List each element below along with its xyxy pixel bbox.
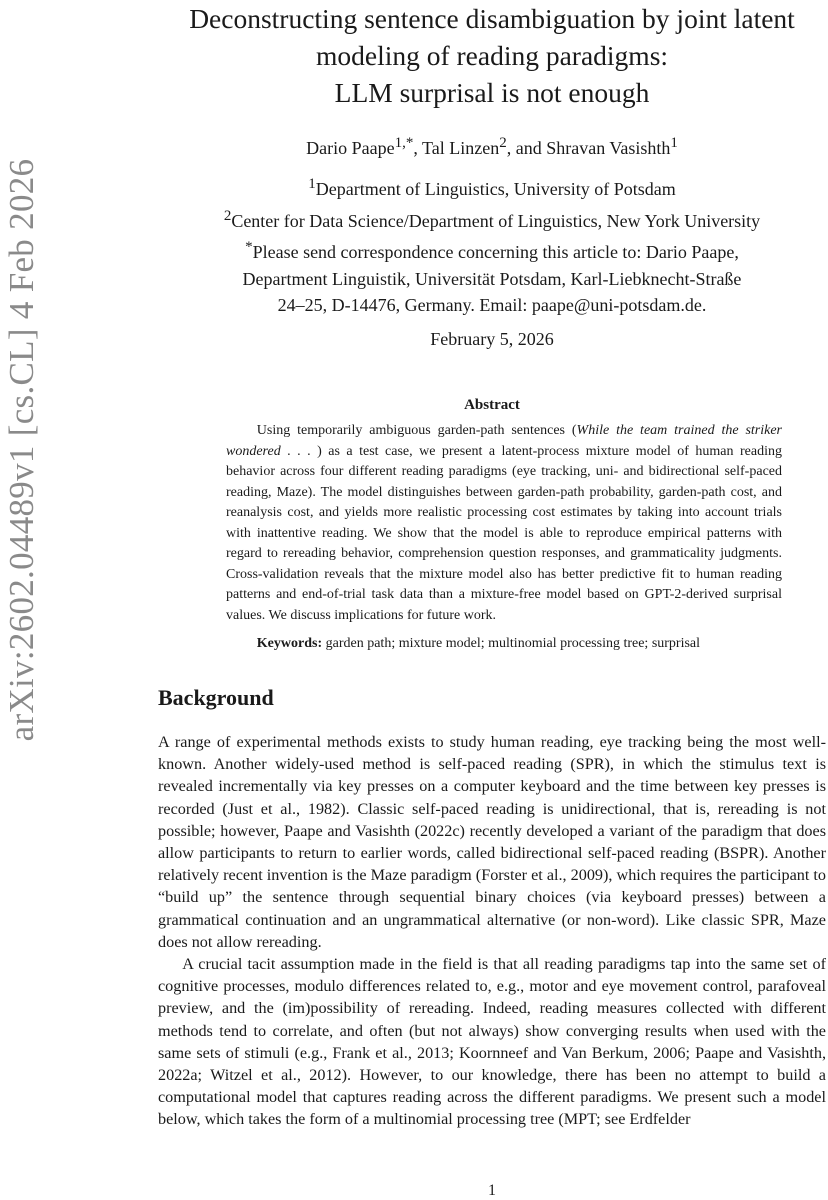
abstract-text: ) as a test case, we present a latent-process mixture model of human reading behavior across four different reading paradigms (eye tracking, uni- and bidirectional self-paced reading, Maze). The model distinguishes between garden-path probability, garden-path cost, and reanalysis cost, and yields more realistic processing cost estimates by taking into account trials with inattentive reading. We show that the model is able to reproduce empirical patterns with regard to rereading behavior, comprehension question responses, and grammaticality judgments. Cross-validation reveals that the mixture model also has better predictive fit to human reading patterns and end-of-trial task data than a mixture-free model based on GPT-2-derived surprisal values. We discuss implications for future work. [226,443,782,623]
correspondence-text: Department Linguistik, Universität Potsdam, Karl-Liebknecht-Straße [242,268,742,289]
arxiv-identifier: arXiv:2602.04489v1 [cs.CL] 4 Feb 2026 [2,158,41,742]
title-line-2: modeling of reading paradigms: [315,40,669,71]
arxiv-stamp [0,0,44,1200]
affiliation-line [158,203,826,235]
keywords-text: garden path; mixture model; multinomial processing tree; surprisal [322,636,701,651]
publication-date: February 5, 2026 [430,329,554,349]
title-line-1: Deconstructing sentence disambiguation by joint latent [189,3,795,34]
keywords [226,634,782,654]
page-number: 1 [488,1182,496,1199]
correspondence-line [158,266,826,293]
affiliation-line [158,171,826,203]
author-separator: , [413,138,423,158]
abstract-heading: Abstract [464,397,520,413]
author-name: Shravan Vasishth [546,138,671,158]
correspondence-line [158,234,826,266]
body-paragraph: A crucial tacit assumption made in the field is that all reading paradigms tap into the same set of cognitive processes, modulo differences related to, e.g., motor and eye movement control, parafoveal preview, and the (im)possibility of rereading. Indeed, reading measures collected with different methods tend to correlate, and often (but not always) show converging results when used with the same sets of stimuli (e.g., Frank et al., 2013; Koornneef and Van Berkum, 2006; Paape and Vasishth, 2022a; Witzel et al., 2012). However, to our knowledge, there has been no attempt to build a computational model that captures reading across the different paradigms. We present such a model below, which takes the form of a multinomial processing tree (MPT; see Erdfelder [158,955,826,1129]
author-name: Tal Linzen [422,138,500,158]
correspondence-text: 24–25, D-14476, Germany. Email: paape@uni-potsdam.de. [277,295,707,315]
affiliations [158,171,826,319]
abstract-ellipsis: . . . [280,443,318,459]
affiliation-mark: 2 [223,207,232,224]
affiliation-mark: 1 [308,176,316,192]
keywords-label: Keywords: [256,636,323,651]
paper-title [158,0,826,111]
correspondence-text: Please send correspondence concerning this article to: Dario Paape, [252,242,739,262]
author-name: Dario Paape [306,138,395,158]
section-heading: Background [158,685,274,710]
abstract-text: Using temporarily ambiguous garden-path sentences ( [256,423,577,438]
abstract-body [226,421,782,626]
author-affiliation-mark: 1 [670,135,678,151]
correspondence-mark: * [245,239,253,255]
author-list [158,130,826,161]
affiliation-text: Center for Data Science/Department of Linguistics, New York University [231,210,761,231]
author-separator: , and [506,138,547,158]
author-affiliation-mark: 2 [499,135,507,151]
affiliation-text: Department of Linguistics, University of Potsdam [315,179,676,199]
correspondence-line [158,292,826,319]
title-line-3: LLM surprisal is not enough [334,77,650,108]
author-affiliation-mark: 1,* [394,135,414,151]
abstract-example: While the team trained the striker wondered [226,423,782,459]
section-body [158,731,826,1131]
body-paragraph: A range of experimental methods exists to study human reading, eye tracking being the most well-known. Another widely-used method is self-paced reading (SPR), in which the stimulus text is revealed incrementally via key presses on a computer keyboard and the time between key presses is recorded (Just et al., 1982). Classic self-paced reading is unidirectional, that is, rereading is not possible; however, Paape and Vasishth (2022c) recently developed a variant of the paradigm that does allow participants to return to earlier words, called bidirectional self-paced reading (BSPR). Another relatively recent invention is the Maze paradigm (Forster et al., 2009), which requires the participant to “build up” the sentence through sequential binary choices (via keyboard presses) between a grammatical continuation and an ungrammatical alternative (or non-word). Like classic SPR, Maze does not allow rereading. [158,733,826,951]
